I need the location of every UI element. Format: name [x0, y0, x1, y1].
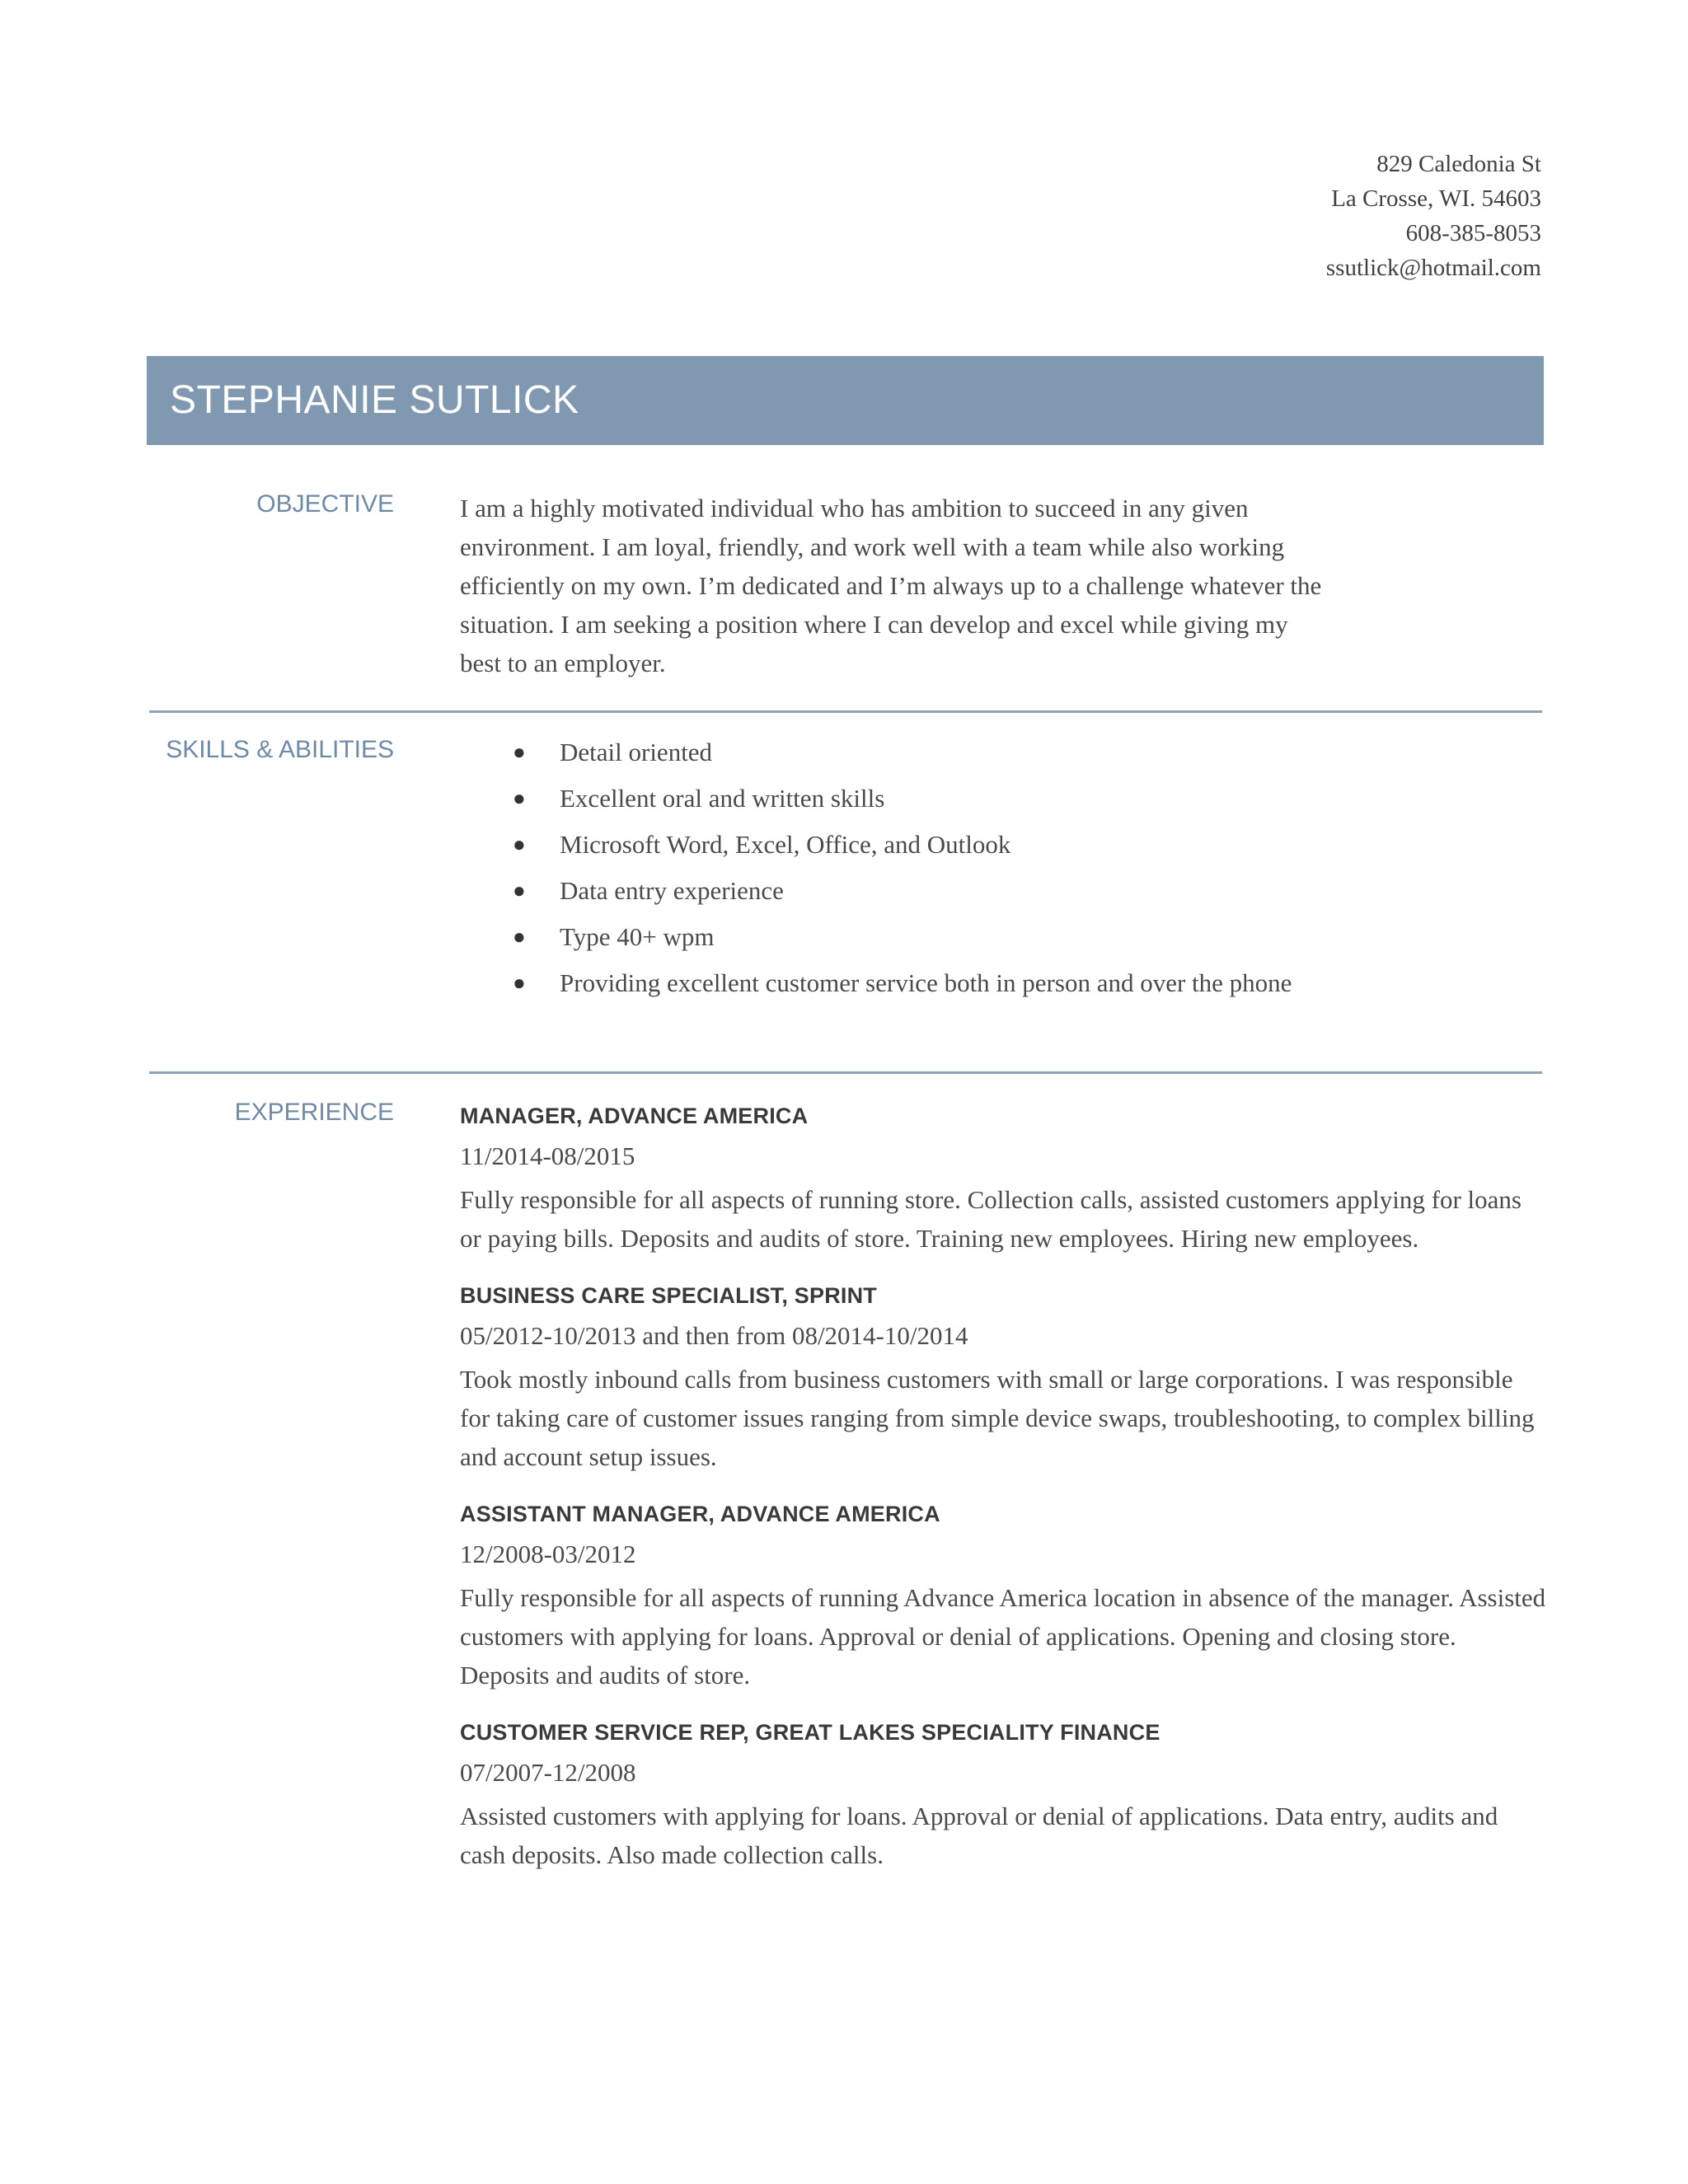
objective-heading: OBJECTIVE [256, 490, 394, 518]
contact-phone: 608-385-8053 [1405, 220, 1541, 246]
job-title: MANAGER, ADVANCE AMERICA [460, 1104, 809, 1128]
bullet-icon: ● [513, 879, 526, 902]
contact-street: 829 Caledonia St [1376, 151, 1541, 177]
experience-heading: EXPERIENCE [234, 1099, 394, 1126]
skills-heading: SKILLS & ABILITIES [166, 736, 394, 763]
job-entry [460, 1277, 1548, 1476]
job-dates: 07/2007-12/2008 [460, 1758, 636, 1787]
skill-item: ● Detail oriented [460, 733, 1367, 771]
job-title: CUSTOMER SERVICE REP, GREAT LAKES SPECIALITY FINANCE [460, 1720, 1160, 1745]
section-divider [149, 1071, 1542, 1074]
objective-text: I am a highly motivated individual who has ambition to succeed in any given environment. I am loyal, friendly, and work well with a team while also working efficiently on my own. I’m dedicated and I’m always up to a challenge whatever the situation. I am seeking a position where I can develop and excel while giving my best to an employer. [460, 494, 1322, 677]
job-dates: 05/2012-10/2013 and then from 08/2014-10/2014 [460, 1321, 968, 1350]
skill-item: ● Providing excellent customer service both in person and over the phone [460, 964, 1367, 1002]
skills-list [460, 733, 1367, 1010]
bullet-icon: ● [513, 786, 526, 810]
contact-city: La Crosse, WI. 54603 [1331, 185, 1541, 212]
bullet-icon: ● [513, 832, 526, 856]
contact-email: ssutlick@hotmail.com [1325, 255, 1541, 281]
skill-item: ● Type 40+ wpm [460, 918, 1367, 956]
job-title: ASSISTANT MANAGER, ADVANCE AMERICA [460, 1502, 940, 1526]
skill-item: ● Excellent oral and written skills [460, 780, 1367, 818]
job-description: Assisted customers with applying for loans. Approval or denial of applications. Data entry, audits and cash deposits. Also made collection calls. [460, 1802, 1498, 1869]
name-banner [147, 356, 1544, 445]
bullet-icon: ● [513, 925, 526, 949]
job-description: Fully responsible for all aspects of running Advance America location in absence of the manager. Assisted customers with applying for loans. Approval or denial of applications. Opening and closing store. Deposits and audits of store. [460, 1583, 1546, 1690]
bullet-icon: ● [513, 971, 526, 995]
contact-block [1326, 147, 1541, 285]
job-entry [460, 1098, 1548, 1258]
skill-item: ● Data entry experience [460, 872, 1367, 910]
job-entry [460, 1496, 1548, 1694]
job-entry [460, 1714, 1548, 1874]
skill-item: ● Microsoft Word, Excel, Office, and Outlook [460, 826, 1367, 864]
job-description: Took mostly inbound calls from business customers with small or large corporations. I was responsible for taking care of customer issues ranging from simple device swaps, troubleshooting, to complex billing and account setup issues. [460, 1365, 1535, 1471]
job-description: Fully responsible for all aspects of running store. Collection calls, assisted customers applying for loans or paying bills. Deposits and audits of store. Training new employees. Hiring new employees. [460, 1185, 1522, 1253]
section-divider [149, 710, 1542, 713]
job-dates: 12/2008-03/2012 [460, 1540, 636, 1568]
job-dates: 11/2014-08/2015 [460, 1141, 635, 1170]
experience-list [460, 1098, 1548, 1894]
bullet-icon: ● [513, 740, 526, 764]
job-title: BUSINESS CARE SPECIALIST, SPRINT [460, 1283, 877, 1308]
applicant-name: STEPHANIE SUTLICK [170, 378, 579, 422]
